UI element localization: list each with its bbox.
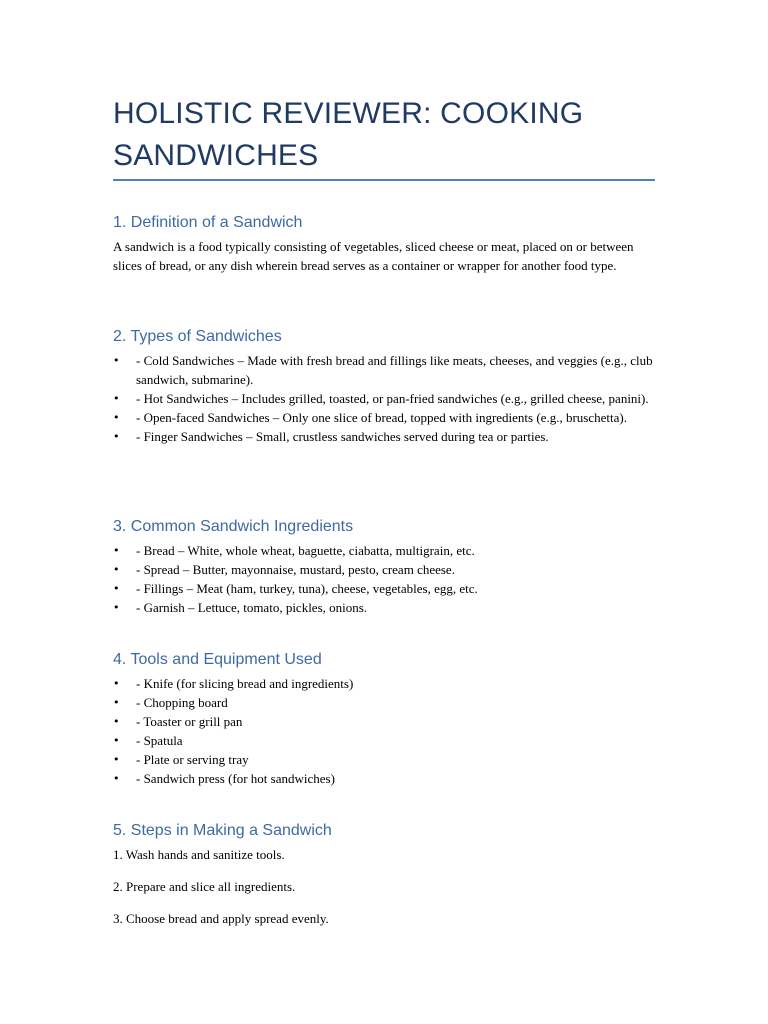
steps-list [113,845,658,928]
section-ingredients [113,516,658,617]
list-item [113,598,658,617]
list-item [113,731,658,750]
list-item-text: - Fillings – Meat (ham, turkey, tuna), cheese, vegetables, egg, etc. [136,581,478,596]
bullet-icon: • [113,411,120,424]
step-item: 2. Prepare and slice all ingredients. [113,879,296,894]
bullet-icon: • [113,601,120,614]
step-item: 3. Choose bread and apply spread evenly. [113,911,329,926]
bullet-icon: • [113,715,120,728]
section-types [113,326,658,446]
bullet-icon: • [113,354,120,367]
list-item [113,560,658,579]
list-item-text: - Sandwich press (for hot sandwiches) [136,771,335,786]
bullet-icon: • [113,430,120,443]
bullet-icon: • [113,544,120,557]
types-list [113,351,658,446]
section-heading: 4. Tools and Equipment Used [113,651,322,668]
list-item-text: - Spatula [136,733,183,748]
bullet-icon: • [113,772,120,785]
list-item [113,750,658,769]
list-item-text: - Finger Sandwiches – Small, crustless sandwiches served during tea or parties. [136,429,549,444]
list-item-text: - Cold Sandwiches – Made with fresh bread and fillings like meats, cheeses, and veggies (e.g., club sandwich, submarine). [136,353,653,387]
section-definition [113,212,658,275]
list-item [113,579,658,598]
list-item [113,389,658,408]
list-item-text: - Spread – Butter, mayonnaise, mustard, pesto, cream cheese. [136,562,455,577]
list-item [113,541,658,560]
list-item-text: - Toaster or grill pan [136,714,243,729]
list-item [113,427,658,446]
list-item-text: - Hot Sandwiches – Includes grilled, toasted, or pan-fried sandwiches (e.g., grilled cheese, panini). [136,391,649,406]
list-item [113,712,658,731]
definition-paragraph: A sandwich is a food typically consisting of vegetables, sliced cheese or meat, placed on or between slices of bread, or any dish wherein bread serves as a container or wrapper for another food type. [113,239,634,273]
document-title: HOLISTIC REVIEWER: COOKING SANDWICHES [113,97,584,172]
list-item [113,693,658,712]
bullet-icon: • [113,677,120,690]
list-item-text: - Plate or serving tray [136,752,249,767]
list-item-text: - Open-faced Sandwiches – Only one slice of bread, topped with ingredients (e.g., bruschetta). [136,410,627,425]
section-heading: 1. Definition of a Sandwich [113,214,303,231]
bullet-icon: • [113,582,120,595]
list-item-text: - Garnish – Lettuce, tomato, pickles, onions. [136,600,368,615]
list-item-text: - Chopping board [136,695,228,710]
list-item-text: - Knife (for slicing bread and ingredients) [136,676,354,691]
bullet-icon: • [113,563,120,576]
tools-list [113,674,658,788]
title-underline [113,179,655,181]
list-item [113,674,658,693]
bullet-icon: • [113,734,120,747]
list-item [113,351,658,389]
section-tools [113,649,658,788]
bullet-icon: • [113,696,120,709]
step-item: 1. Wash hands and sanitize tools. [113,847,285,862]
list-item-text: - Bread – White, whole wheat, baguette, ciabatta, multigrain, etc. [136,543,475,558]
ingredients-list [113,541,658,617]
bullet-icon: • [113,753,120,766]
list-item [113,408,658,427]
section-steps [113,820,658,941]
bullet-icon: • [113,392,120,405]
section-heading: 3. Common Sandwich Ingredients [113,518,354,535]
list-item [113,769,658,788]
section-heading: 2. Types of Sandwiches [113,328,282,345]
section-heading: 5. Steps in Making a Sandwich [113,822,332,839]
